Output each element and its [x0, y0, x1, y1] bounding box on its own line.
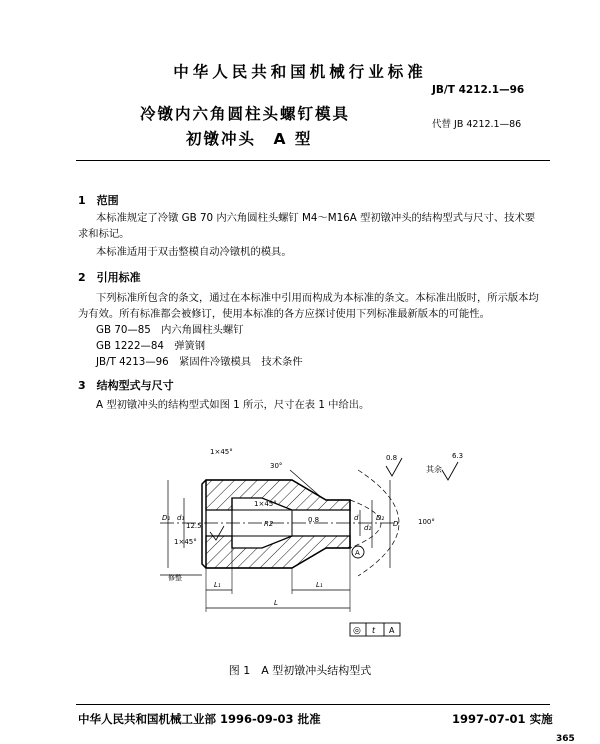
reference-item: GB 1222—84 弹簧钢	[96, 340, 206, 352]
label-dim-L1: L₁	[214, 581, 221, 589]
label-datum-a: A	[355, 549, 360, 557]
label-angle-100: 100°	[418, 518, 435, 526]
punch-drawing	[150, 440, 480, 655]
label-dim-L: L	[274, 599, 278, 607]
roughness-symbol	[442, 462, 458, 480]
document-title: 冷镦内六角圆柱头螺钉模具	[140, 105, 351, 123]
label-dim-L1b: L₁	[316, 581, 323, 589]
approval-line: 中华人民共和国机械工业部 1996-09-03 批准	[78, 712, 321, 726]
label-roughness-top: 0.8	[386, 454, 398, 462]
footer-rule	[76, 704, 550, 705]
label-dim-d2: d₂	[364, 524, 372, 532]
label-dim-D: D	[393, 520, 399, 528]
body-section-lower	[206, 536, 350, 568]
label-chamfer-bottom: 1×45°	[174, 538, 197, 546]
label-roughness-mid: 0.8	[308, 516, 320, 524]
label-dim-D2: D₂	[376, 514, 385, 522]
replaces-standard: 代替 JB 4212.1—86	[432, 119, 522, 130]
label-roughness-note-text: 其余	[426, 465, 442, 474]
body-section-upper	[206, 480, 350, 510]
label-repair: 修整	[168, 574, 182, 582]
ft-value: t	[372, 626, 376, 635]
standard-number: JB/T 4212.1—96	[432, 84, 525, 96]
document-subtitle: 初镦冲头 A 型	[186, 130, 313, 148]
ft-datum: A	[389, 626, 395, 635]
section-3-para: A 型初镦冲头的结构型式如图 1 所示，尺寸在表 1 中给出。	[96, 399, 370, 411]
section-1-para2: 本标准适用于双击整模自动冷镦机的模具。	[96, 246, 292, 258]
section-1-heading: 1 范围	[78, 194, 119, 207]
section-3-heading: 3 结构型式与尺寸	[78, 379, 174, 392]
section-2-para-line2: 为有效。所有标准都会被修订，使用本标准的各方应探讨使用下列标准最新版本的可能性。	[78, 308, 490, 320]
figure-caption: 图 1 A 型初镦冲头结构型式	[228, 664, 372, 677]
label-dim-d: d	[354, 514, 359, 522]
label-roughness-left: 12.5	[186, 522, 202, 530]
header-rule	[76, 160, 550, 161]
section-1-para1-line2: 求和标记。	[78, 228, 130, 240]
label-roughness-note-value: 6.3	[452, 452, 464, 460]
section-2-para-line1: 下列标准所包含的条文，通过在本标准中引用而构成为本标准的条文。本标准出版时，所示版本均	[96, 292, 539, 304]
label-angle-30: 30°	[270, 462, 283, 470]
label-radius: R2	[264, 520, 274, 528]
section-2-heading: 2 引用标准	[78, 271, 141, 284]
org-title: 中华人民共和国机械行业标准	[173, 63, 427, 81]
effective-date: 1997-07-01 实施	[452, 712, 553, 726]
reference-item: JB/T 4213—96 紧固件冷镦模具 技术条件	[96, 356, 303, 368]
page-number: 365	[556, 734, 575, 744]
label-dim-d1: d₁	[177, 514, 185, 522]
label-dim-D1: D₁	[162, 514, 171, 522]
label-chamfer-inner: 1×45°	[254, 500, 277, 508]
label-chamfer-top: 1×45°	[210, 448, 233, 456]
section-1-para1-line1: 本标准规定了冷镦 GB 70 内六角圆柱头螺钉 M4～M16A 型初镦冲头的结构型式与尺寸、技术要	[96, 212, 536, 224]
reference-item: GB 70—85 内六角圆柱头螺钉	[96, 324, 244, 336]
ft-symbol: ◎	[353, 626, 361, 636]
